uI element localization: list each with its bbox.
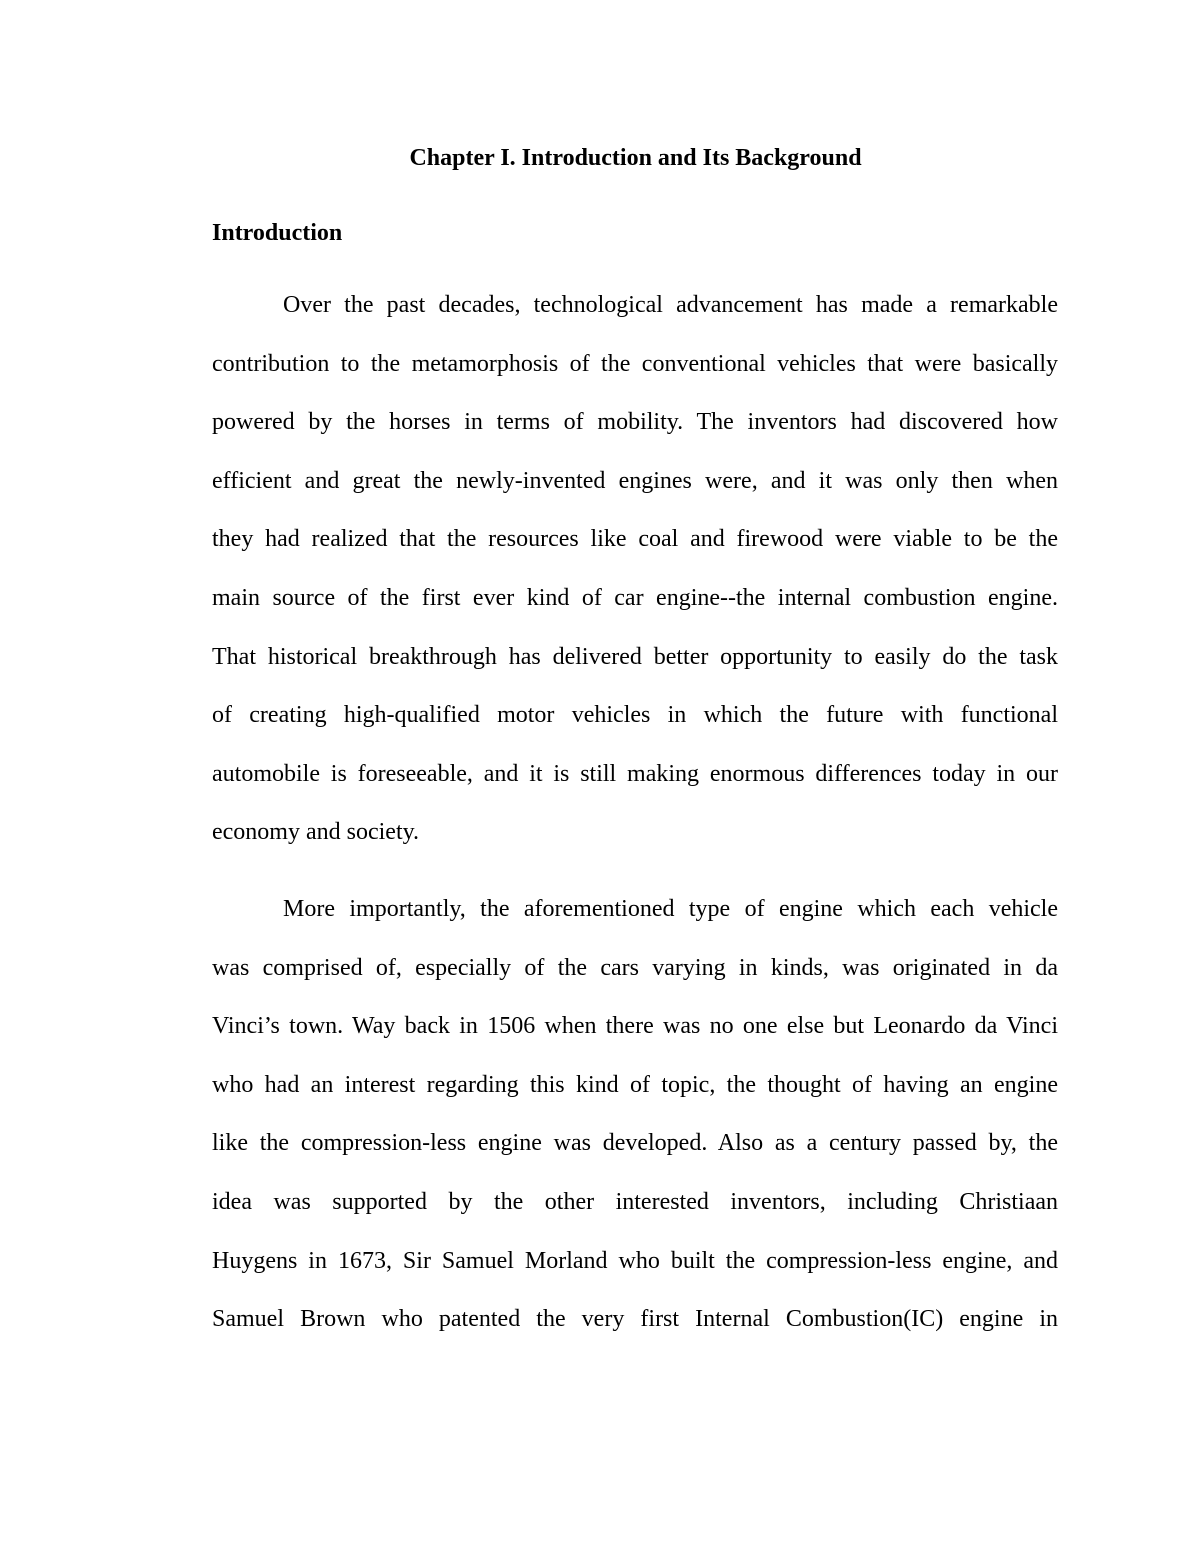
text-line: powered by the horses in terms of mobility. The inventors had discovered how <box>212 409 1058 436</box>
text-line: idea was supported by the other interested inventors, including Christiaan <box>212 1188 1058 1215</box>
text-line: contribution to the metamorphosis of the conventional vehicles that were basically <box>212 350 1058 377</box>
text-line: of creating high-qualified motor vehicles in which the future with functional <box>212 702 1058 729</box>
text-line: they had realized that the resources like coal and firewood were viable to be the <box>212 526 1058 553</box>
chapter-title: Chapter I. Introduction and Its Background <box>409 145 862 171</box>
text-line: efficient and great the newly-invented engines were, and it was only then when <box>212 467 1058 494</box>
text-line: economy and society. <box>212 819 420 846</box>
text-line: automobile is foreseeable, and it is still making enormous differences today in our <box>212 760 1058 787</box>
text-line: More importantly, the aforementioned type of engine which each vehicle <box>283 896 1058 922</box>
paragraph-2 <box>212 880 1058 1349</box>
text-line: main source of the first ever kind of car engine--the internal combustion engine. <box>212 584 1058 611</box>
text-line: who had an interest regarding this kind of topic, the thought of having an engine <box>212 1071 1058 1098</box>
text-line: was comprised of, especially of the cars varying in kinds, was originated in da <box>212 954 1058 981</box>
text-line: like the compression-less engine was developed. Also as a century passed by, the <box>212 1130 1058 1157</box>
section-heading: Introduction <box>212 220 343 246</box>
paragraph-1 <box>212 276 1058 862</box>
text-line: That historical breakthrough has delivered better opportunity to easily do the task <box>212 643 1058 670</box>
text-line: Samuel Brown who patented the very first Internal Combustion(IC) engine in <box>212 1306 1058 1333</box>
text-line: Vinci’s town. Way back in 1506 when there was no one else but Leonardo da Vinci <box>212 1013 1058 1040</box>
text-line: Huygens in 1673, Sir Samuel Morland who built the compression-less engine, and <box>212 1247 1058 1274</box>
text-line: Over the past decades, technological advancement has made a remarkable <box>283 292 1058 318</box>
